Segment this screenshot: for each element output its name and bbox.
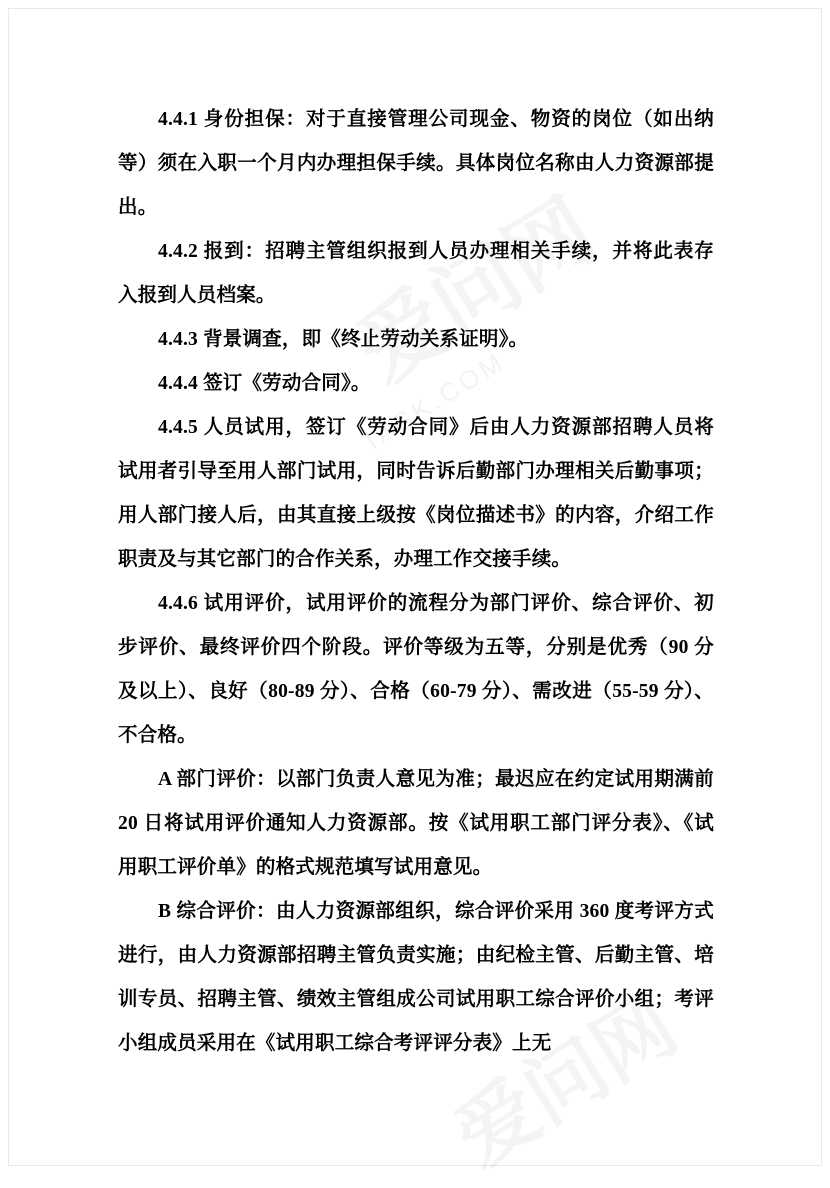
paragraph-4-4-5: [118, 406, 714, 582]
paragraph-text: 4.4.1 身份担保：对于直接管理公司现金、物资的岗位（如出纳等）须在入职一个月内办理担保手续。具体岗位名称由人力资源部提出。: [118, 109, 714, 218]
paragraph-text: 4.4.4 签订《劳动合同》。: [158, 373, 371, 394]
paragraph-4-4-1: [118, 98, 714, 230]
watermark-secondary: IASK.COM: [360, 345, 511, 456]
paragraph-text: B 综合评价：由人力资源部组织，综合评价采用 360 度考评方式进行，由人力资源部招聘主管负责实施；由纪检主管、后勤主管、培训专员、招聘主管、绩效主管组成公司试用职工综合评价小组；考评小组成员采用在《试用职工综合考评评分表》上无: [118, 901, 714, 1054]
paragraph-a-department-evaluation: [118, 758, 714, 890]
paragraph-text: 4.4.6 试用评价，试用评价的流程分为部门评价、综合评价、初步评价、最终评价四个阶段。评价等级为五等，分别是优秀（90 分及以上）、良好（80-89 分）、合格（60-79 分）、需改进（55-59 分）、不合格。: [118, 593, 714, 746]
document-body: [118, 98, 714, 1066]
paragraph-text: A 部门评价：以部门负责人意见为准；最迟应在约定试用期满前 20 日将试用评价通知人力资源部。按《试用职工部门评分表》、《试用职工评价单》的格式规范填写试用意见。: [118, 769, 714, 878]
paragraph-text: 4.4.5 人员试用，签订《劳动合同》后由人力资源部招聘人员将试用者引导至用人部门试用，同时告诉后勤部门办理相关后勤事项；用人部门接人后，由其直接上级按《岗位描述书》的内容，介绍工作职责及与其它部门的合作关系，办理工作交接手续。: [118, 417, 714, 570]
paragraph-4-4-6: [118, 582, 714, 758]
paragraph-text: 4.4.2 报到：招聘主管组织报到人员办理相关手续，并将此表存入报到人员档案。: [118, 241, 714, 306]
paragraph-4-4-2: [118, 230, 714, 318]
paragraph-text: 4.4.3 背景调查，即《终止劳动关系证明》。: [158, 329, 529, 350]
paragraph-4-4-4: [118, 362, 714, 406]
paragraph-4-4-3: [118, 318, 714, 362]
paragraph-b-comprehensive-evaluation: [118, 890, 714, 1066]
